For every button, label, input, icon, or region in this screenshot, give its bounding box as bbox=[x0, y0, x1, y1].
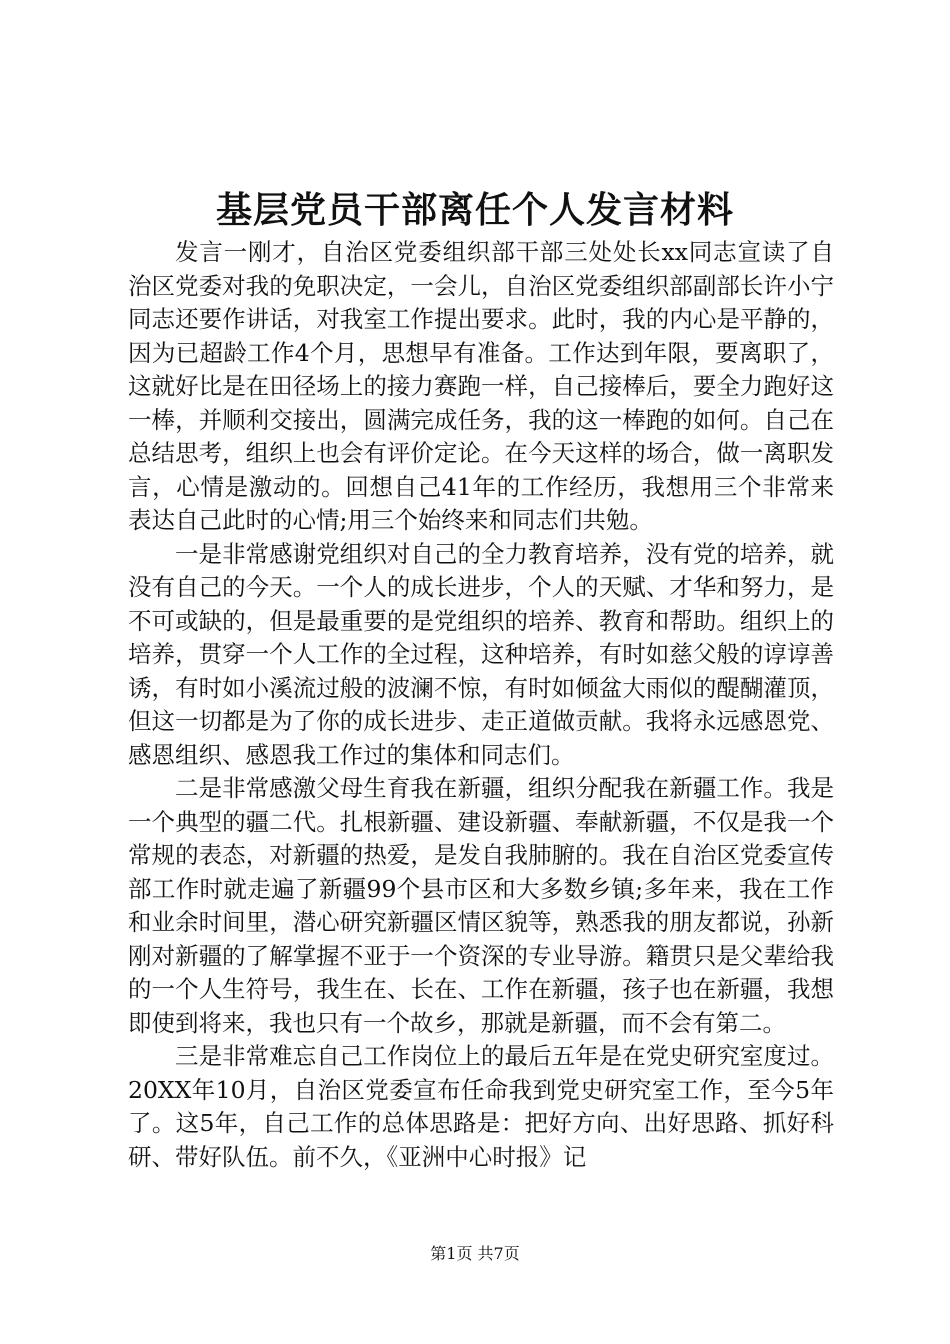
paragraph-3: 二是非常感激父母生育我在新疆，组织分配我在新疆工作。我是一个典型的疆二代。扎根新疆、建设新疆、奉献新疆，不仅是我一个常规的表态，对新疆的热爱，是发自我肺腑的。我在自治区党委宣传部工作时就走遍了新疆99个县市区和大多数乡镇;多年来，我在工作和业余时间里，潜心研究新疆区情区貌等，熟悉我的朋友都说，孙新刚对新疆的了解掌握不亚于一个资深的专业导游。籍贯只是父辈给我的一个人生符号，我生在、长在、工作在新疆，孩子也在新疆，我想即使到将来，我也只有一个故乡，那就是新疆，而不会有第二。 bbox=[128, 774, 834, 1037]
document-title: 基层党员干部离任个人发言材料 bbox=[215, 189, 734, 231]
document-body bbox=[128, 236, 834, 1174]
paragraph-4: 三是非常难忘自己工作岗位上的最后五年是在党史研究室度过。20XX年10月，自治区党委宣布任命我到党史研究室工作，至今5年了。这5年，自己工作的总体思路是：把好方向、出好思路、抓好科研、带好队伍。前不久，《亚洲中心时报》记 bbox=[128, 1042, 834, 1171]
page-number-footer: 第1页 共7页 bbox=[430, 1244, 520, 1263]
paragraph-1: 发言一刚才，自治区党委组织部干部三处处长xx同志宣读了自治区党委对我的免职决定，一会儿，自治区党委组织部副部长许小宁同志还要作讲话，对我室工作提出要求。此时，我的内心是平静的，因为已超龄工作4个月，思想早有准备。工作达到年限，要离职了，这就好比是在田径场上的接力赛跑一样，自己接棒后，要全力跑好这一棒，并顺利交接出，圆满完成任务，我的这一棒跑的如何。自己在总结思考，组织上也会有评价定论。在今天这样的场合，做一离职发言，心情是激动的。回想自己41年的工作经历，我想用三个非常来表达自己此时的心情;用三个始终来和同志们共勉。 bbox=[128, 238, 834, 534]
paragraph-2: 一是非常感谢党组织对自己的全力教育培养，没有党的培养，就没有自己的今天。一个人的成长进步，个人的天赋、才华和努力，是不可或缺的，但是最重要的是党组织的培养、教育和帮助。组织上的培养，贯穿一个人工作的全过程，这种培养，有时如慈父般的谆谆善诱，有时如小溪流过般的波澜不惊，有时如倾盆大雨似的醍醐灌顶，但这一切都是为了你的成长进步、走正道做贡献。我将永远感恩党、感恩组织、感恩我工作过的集体和同志们。 bbox=[128, 539, 834, 769]
